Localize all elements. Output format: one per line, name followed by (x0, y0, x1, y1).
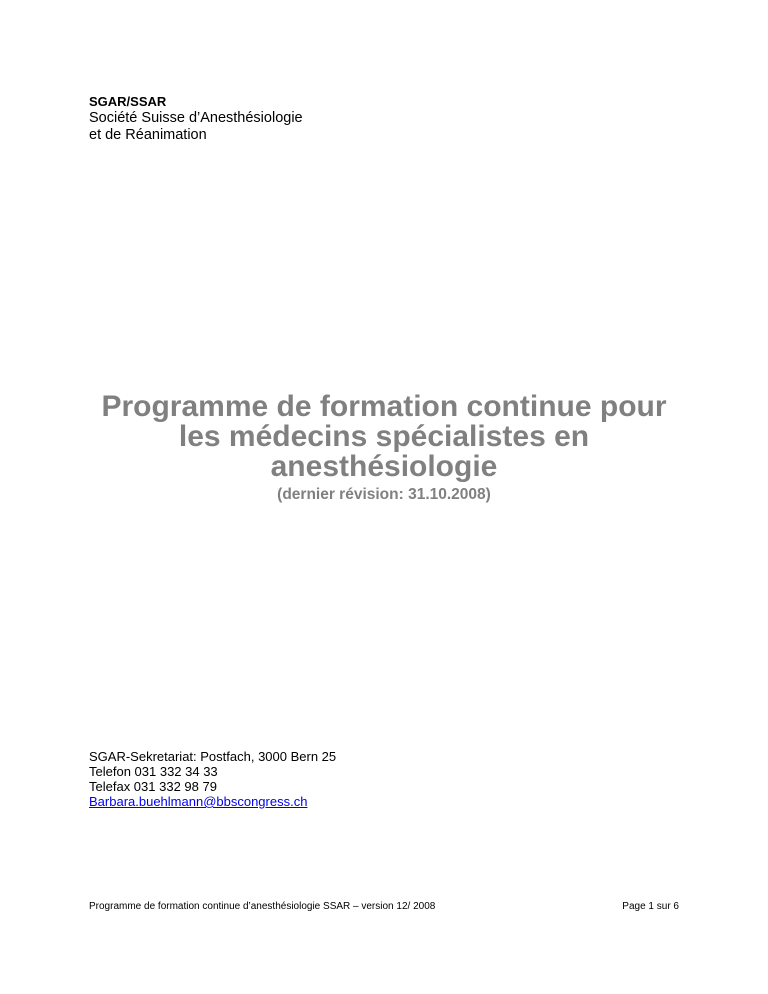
org-short-name: SGAR/SSAR (89, 94, 167, 109)
page-footer (89, 900, 679, 914)
document-title-line3: anesthésiologie (270, 450, 498, 483)
organization-header (89, 94, 489, 144)
document-title-line1: Programme de formation continue pour (101, 390, 667, 423)
document-title-line2: les médecins spécialistes en (178, 420, 590, 453)
document-title-block (0, 392, 768, 504)
email-link[interactable]: Barbara.buehlmann@bbscongress.ch (89, 794, 308, 809)
org-name-line2: et de Réanimation (89, 127, 207, 143)
secretariat-address: SGAR-Sekretariat: Postfach, 3000 Bern 25 (89, 749, 337, 764)
page-number: Page 1 sur 6 (622, 901, 679, 912)
contact-block (89, 749, 589, 809)
org-name-line1: Société Suisse d’Anesthésiologie (89, 110, 303, 126)
revision-date: (dernier révision: 31.10.2008) (277, 486, 491, 503)
telefon-number: Telefon 031 332 34 33 (89, 764, 218, 779)
footer-document-info: Programme de formation continue d’anesthésiologie SSAR – version 12/ 2008 (89, 901, 436, 912)
telefax-number: Telefax 031 332 98 79 (89, 779, 217, 794)
